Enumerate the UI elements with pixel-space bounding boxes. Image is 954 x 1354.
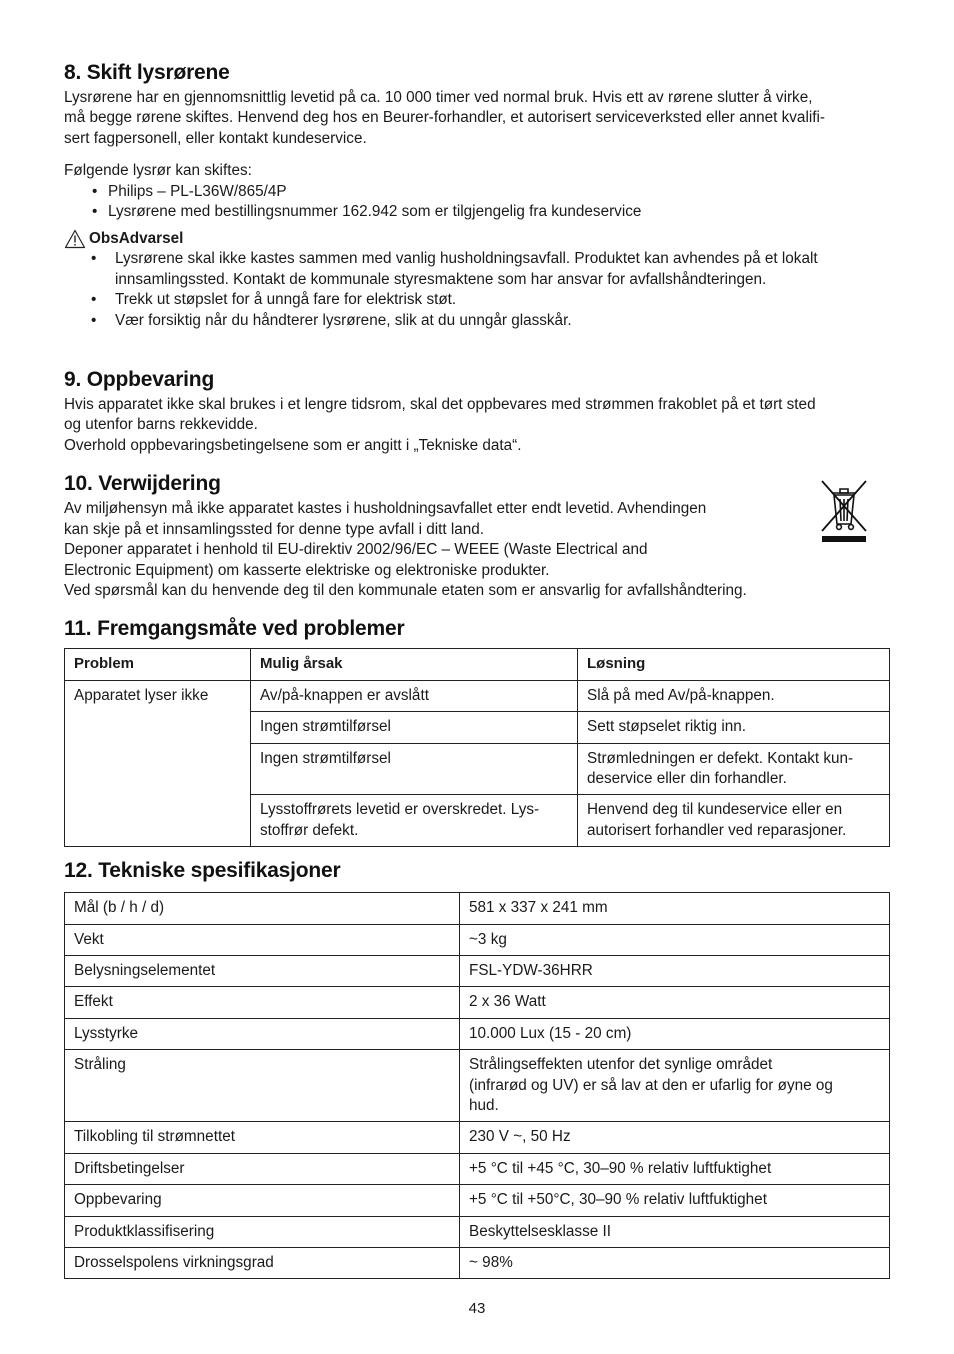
column-header: Problem [65,649,251,680]
solution-cell: Henvend deg til kundeservice eller en autorisert forhandler ved reparasjoner. [578,795,890,847]
solution-cell: Strømledningen er defekt. Kontakt kun- deservice eller din forhandler. [578,743,890,795]
spec-value: Strålingseffekten utenfor det synlige området (infrarød og UV) er så lav at den er ufarlig for øyne og hud. [460,1050,890,1122]
spec-value: 230 V ~, 50 Hz [460,1122,890,1153]
spec-value: ~ 98% [460,1248,890,1279]
section-storage [64,365,890,456]
table-row [65,924,890,955]
spec-value: 10.000 Lux (15 - 20 cm) [460,1018,890,1049]
spec-value: Beskyttelsesklasse II [460,1216,890,1247]
warning-title: ObsAdvarsel [89,230,184,248]
section-10-para: Av miljøhensyn må ikke apparatet kastes i husholdningsavfallet etter endt levetid. Avhendingen kan skje på et innsamlingssted for denne type avfall i ditt land. Deponer apparatet i henhold til EU-direktiv 2002/96/EC – WEEE (Waste Electrical and Electronic Equipment) om kasserte elektriske og elektroniske produkter. [64,500,707,579]
section-replace-tubes [64,58,890,331]
tube-list [64,182,890,223]
cause-cell: Lysstoffrørets levetid er overskredet. Lys- stoffrør defekt. [251,795,578,847]
spec-value: FSL-YDW-36HRR [460,955,890,986]
section-11-heading: 11. Fremgangsmåte ved problemer [64,617,405,641]
list-item: • Lysrørene skal ikke kastes sammen med vanlig husholdningsavfall. Produktet kan avhendes på et lokalt innsamlingssted. Kontakt de kommunale styresmaktene som har ansvar for avfallshåndteringen. [64,249,890,290]
spec-label: Drosselspolens virkningsgrad [65,1248,460,1279]
crossed-out-wheelie-bin-icon [820,479,868,543]
warning-header [64,227,890,249]
table-row [65,893,890,924]
spec-value: 581 x 337 x 241 mm [460,893,890,924]
spec-value: 2 x 36 Watt [460,987,890,1018]
section-troubleshooting [64,614,890,847]
spec-label: Oppbevaring [65,1185,460,1216]
page-number: 43 [468,1300,486,1317]
section-12-heading: 12. Tekniske spesifikasjoner [64,859,341,883]
column-header: Løsning [578,649,890,680]
table-row [65,1018,890,1049]
table-row [65,1153,890,1184]
list-item: • Trekk ut støpslet for å unngå fare for elektrisk støt. [64,290,890,310]
spec-value: +5 °C til +45 °C, 30–90 % relativ luftfuktighet [460,1153,890,1184]
spec-label: Lysstyrke [65,1018,460,1049]
cause-cell: Av/på-knappen er avslått [251,680,578,711]
spec-value: +5 °C til +50°C, 30–90 % relativ luftfuktighet [460,1185,890,1216]
solution-cell: Slå på med Av/på-knappen. [578,680,890,711]
spec-label: Produktklassifisering [65,1216,460,1247]
section-10-heading: 10. Verwijdering [64,472,221,496]
troubleshooting-table [64,648,890,847]
table-row [65,987,890,1018]
manual-page [64,58,890,1279]
table-header-row [65,649,890,680]
cause-cell: Ingen strømtilførsel [251,743,578,795]
table-row [65,1248,890,1279]
section-specifications [64,856,890,1279]
list-item: • Vær forsiktig når du håndterer lysrørene, slik at du unngår glasskår. [64,311,890,331]
section-9-heading: 9. Oppbevaring [64,368,215,392]
solution-cell: Sett støpselet riktig inn. [578,712,890,743]
table-row [65,1122,890,1153]
column-header: Mulig årsak [251,649,578,680]
spec-label: Effekt [65,987,460,1018]
section-8-para: Lysrørene har en gjennomsnittlig levetid på ca. 10 000 timer ved normal bruk. Hvis ett av rørene slutter å virke, må begge rørene skiftes. Henvend deg hos en Beurer-forhandler, et autorisert serviceverksted eller annet kvalifi- sert fagpersonell, eller kontakt kundeservice. [64,89,825,147]
list-item: • Lysrørene med bestillingsnummer 162.942 som er tilgjengelig fra kundeservice [64,202,890,222]
section-10-para-last: Ved spørsmål kan du henvende deg til den kommunale etaten som er ansvarlig for avfallshåndtering. [64,581,747,599]
warning-list [64,249,890,331]
spec-label: Vekt [65,924,460,955]
warning-triangle-icon [64,229,86,249]
section-9-para: Hvis apparatet ikke skal brukes i et lengre tidsrom, skal det oppbevares med strømmen frakoblet på et tørt sted og utenfor barns rekkevidde. Overhold oppbevaringsbetingelsene som er angitt i „Tekniske data“. [64,396,816,454]
section-disposal [64,469,890,601]
spec-label: Mål (b / h / d) [65,893,460,924]
spec-label: Tilkobling til strømnettet [65,1122,460,1153]
table-row [65,1185,890,1216]
table-row [65,955,890,986]
cause-cell: Ingen strømtilførsel [251,712,578,743]
list-intro: Følgende lysrør kan skiftes: [64,162,252,180]
spec-label: Stråling [65,1050,460,1122]
section-8-heading: 8. Skift lysrørene [64,61,230,84]
table-row [65,680,890,711]
list-item: • Philips – PL-L36W/865/4P [64,182,890,202]
problem-cell: Apparatet lyser ikke [65,680,251,846]
spec-label: Belysningselementet [65,955,460,986]
table-row [65,1216,890,1247]
spec-label: Driftsbetingelser [65,1153,460,1184]
specifications-table [64,892,890,1279]
table-row [65,1050,890,1122]
spec-value: ~3 kg [460,924,890,955]
